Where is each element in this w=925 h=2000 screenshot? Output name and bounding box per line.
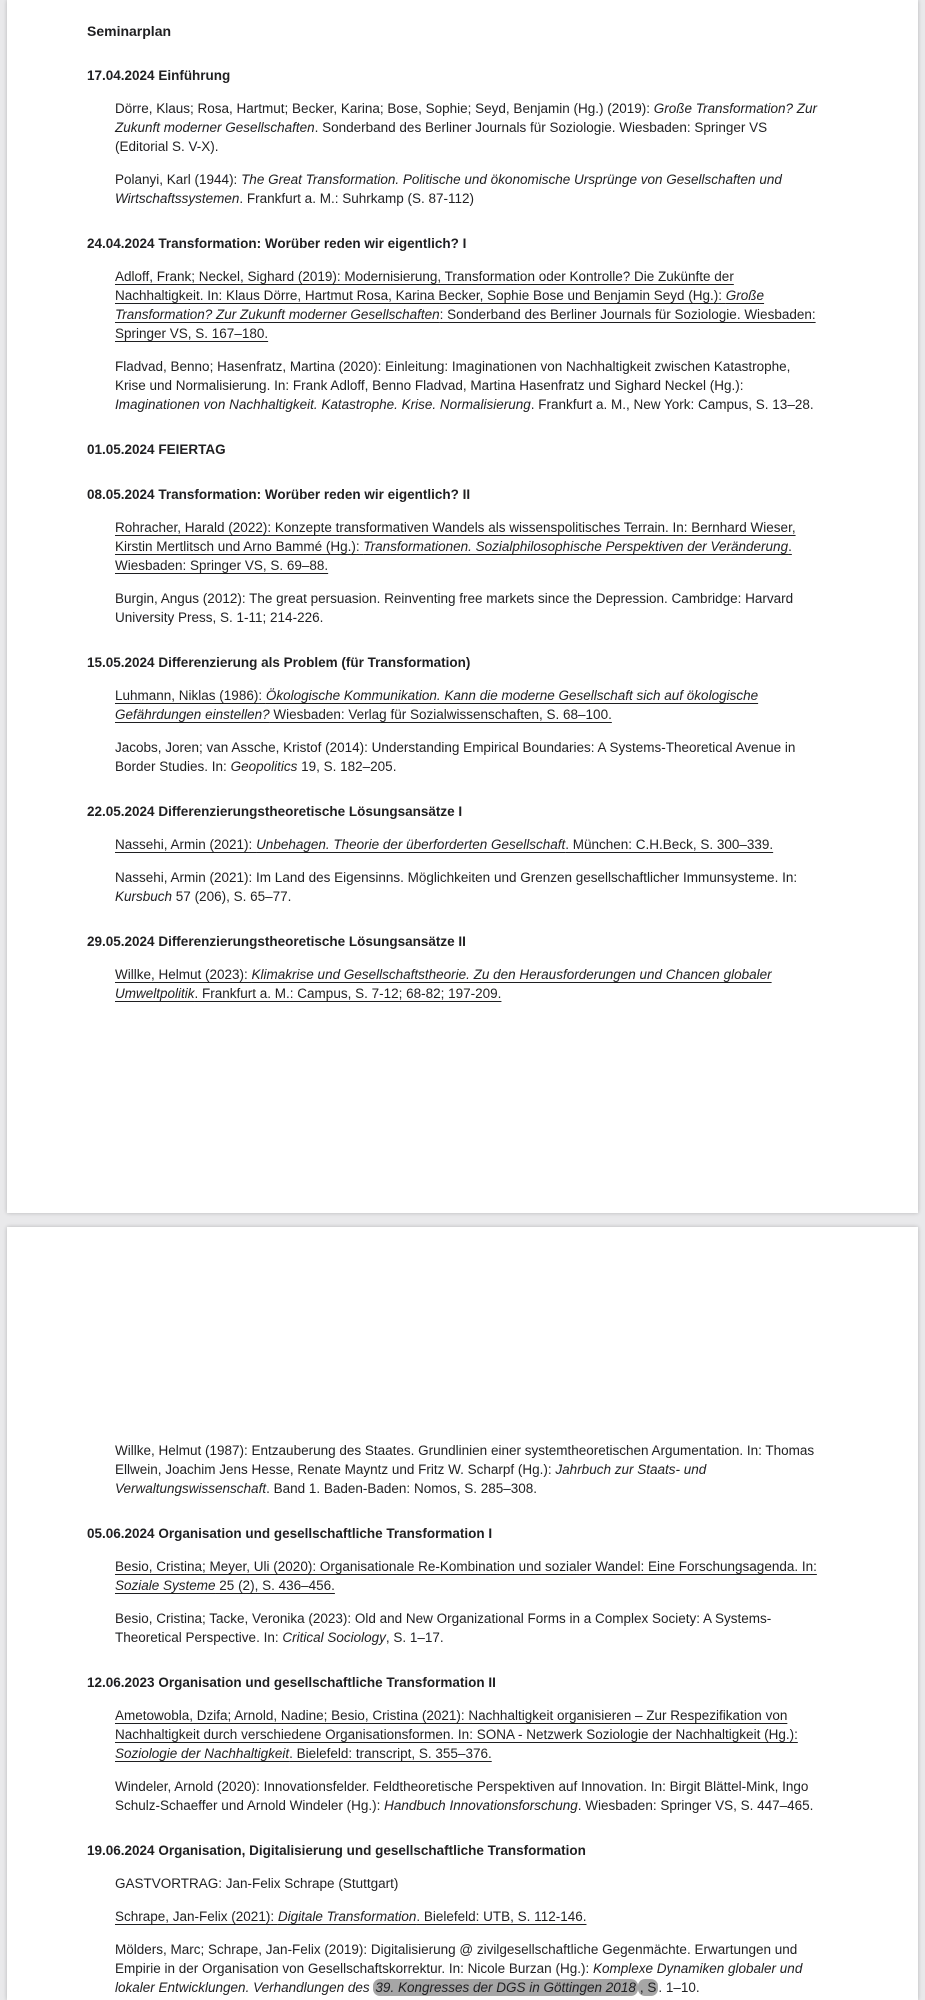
entry-text-segment: . Wiesbaden: Springer VS, S. 69–88. <box>115 539 792 573</box>
entry-text-segment: 19, S. 182–205. <box>297 759 397 774</box>
entry-text-segment: . München: C.H.Beck, S. 300–339. <box>565 837 774 852</box>
entry-text-segment: Imaginationen von Nachhaltigkeit. Katastrophe. Krise. Normalisierung <box>115 397 531 412</box>
reference-entry <box>115 1441 821 1498</box>
entry-text-segment: Große Transformation? Zur Zukunft moderner Gesellschaften <box>115 288 765 322</box>
entry-text-segment: Soziologie der Nachhaltigkeit <box>115 1746 290 1761</box>
entry-text-segment: Jacobs, Joren; van Assche, Kristof (2014): Understanding Empirical Boundaries: A Systems-Theoretical Avenue in Border Studies. In: <box>115 740 796 774</box>
document-page-2 <box>7 1227 918 2000</box>
reference-entry <box>115 589 821 627</box>
reference-entry <box>115 868 821 906</box>
entry-text-segment: Burgin, Angus (2012): The great persuasion. Reinventing free markets since the Depression. Cambridge: Harvard University Press, S. 1-11; 214-226. <box>115 591 794 625</box>
reference-entry-underlined <box>115 518 821 575</box>
entry-text-segment: . Bielefeld: transcript, S. 355–376. <box>289 1746 492 1761</box>
entry-text-segment: Rohracher, Harald (2022): Konzepte transformativen Wandels als wissenspolitisches Terrain. In: Bernhard Wieser, Kirstin Mertlitsch und Arno Bammé (Hg.): <box>115 520 796 554</box>
entry-text-segment: . Frankfurt a. M.: Campus, S. 7-12; 68-82; 197-209. <box>194 986 502 1001</box>
entry-text-segment: Critical Sociology <box>282 1630 386 1645</box>
entry-text-segment: . Band 1. Baden-Baden: Nomos, S. 285–308. <box>266 1481 538 1496</box>
entry-text-segment: Nassehi, Armin (2021): Im Land des Eigensinns. Möglichkeiten und Grenzen gesellschaftlicher Immunsysteme. In: <box>115 870 798 885</box>
entry-text-segment: Komplexe Dynamiken globaler und lokaler Entwicklungen. Verhandlungen des <box>115 1961 803 1995</box>
entry-text-segment: Digitale Transformation <box>277 1909 417 1924</box>
entry-text-segment: Nassehi, Armin (2021): <box>115 837 257 852</box>
entry-text-segment: Windeler, Arnold (2020): Innovationsfelder. Feldtheoretische Perspektiven auf Innovation. In: Birgit Blättel-Mink, Ingo Schulz-Schaeffer und Arnold Windeler (Hg.): <box>115 1779 809 1813</box>
entry-text-segment: Willke, Helmut (1987): Entzauberung des Staates. Grundlinien einer systemtheoretischen Argumentation. In: Thomas Ellwein, Joachim Jens Hesse, Renate Mayntz und Fritz W. Scharpf (Hg.): <box>115 1443 815 1477</box>
reference-entry-underlined <box>115 267 821 343</box>
entry-text-segment: . 1–10. <box>658 1980 700 1995</box>
entry-text-segment: Kursbuch <box>115 889 173 904</box>
entry-text-segment: Fladvad, Benno; Hasenfratz, Martina (2020): Einleitung: Imaginationen von Nachhaltigkeit zwischen Katastrophe, Krise und Normalisierung. In: Frank Adloff, Benno Fladvad, Martina Hasenfratz und Sighard Neckel (Hg.): <box>115 359 791 393</box>
session-heading: 01.05.2024 FEIERTAG <box>87 442 226 457</box>
entry-text-segment: Adloff, Frank; Neckel, Sighard (2019): Modernisierung, Transformation oder Kontrolle? Die Zukünfte der Nachhaltigkeit. In: Klaus Dörre, Hartmut Rosa, Karina Becker, Sophie Bose und Benjamin Seyd (Hg.): <box>115 269 734 303</box>
session-heading: 22.05.2024 Differenzierungstheoretische Lösungsansätze I <box>87 804 463 819</box>
entry-text-segment: Handbuch Innovationsforschung <box>384 1798 578 1813</box>
session-heading: 24.04.2024 Transformation: Worüber reden wir eigentlich? I <box>87 236 467 251</box>
entry-text-segment: Besio, Cristina; Tacke, Veronika (2023): Old and New Organizational Forms in a Complex Society: A Systems-Theoretical Perspective. In: <box>115 1611 772 1645</box>
entry-text-segment: Ökologische Kommunikation. Kann die moderne Gesellschaft sich auf ökologische Gefährdungen einstellen? <box>115 688 759 722</box>
entry-text-segment: Unbehagen. Theorie der überforderten Gesellschaft <box>256 837 566 852</box>
reference-entry-underlined <box>115 686 821 724</box>
reference-entry <box>115 99 821 156</box>
entry-text-segment: Willke, Helmut (2023): <box>115 967 252 982</box>
reference-entry <box>115 1940 821 1997</box>
entry-text-segment: GASTVORTRAG: Jan-Felix Schrape (Stuttgart) <box>115 1876 399 1891</box>
entry-text-segment: Große Transformation? Zur Zukunft moderner Gesellschaften <box>115 101 818 135</box>
entry-text-segment: . Frankfurt a. M., New York: Campus, S. 13–28. <box>530 397 814 412</box>
entry-text-segment: , S. 1–17. <box>385 1630 444 1645</box>
session-heading: 19.06.2024 Organisation, Digitalisierung und gesellschaftliche Transformation <box>87 1843 586 1858</box>
reference-entry <box>115 1777 821 1815</box>
entry-text-segment: Ametowobla, Dzifa; Arnold, Nadine; Besio, Cristina (2021): Nachhaltigkeit organisieren – Zur Respezifikation von Nachhaltigkeit durch verschiedene Organisationsformen. In: SONA - Netzwerk Soziologie der Nachhaltigkeit (Hg.): <box>115 1708 798 1742</box>
entry-text-segment: Jahrbuch zur Staats- und Verwaltungswissenschaft <box>115 1462 707 1496</box>
entry-text-segment: : Sonderband des Berliner Journals für Soziologie. Wiesbaden: Springer VS, S. 167–180. <box>115 307 816 341</box>
session-heading: 17.04.2024 Einführung <box>87 68 231 83</box>
entry-text-segment: Geopolitics <box>230 759 298 774</box>
session-heading: 08.05.2024 Transformation: Worüber reden wir eigentlich? II <box>87 487 471 502</box>
entry-text-segment: Soziale Systeme <box>115 1578 216 1593</box>
entry-text-segment: Dörre, Klaus; Rosa, Hartmut; Becker, Karina; Bose, Sophie; Seyd, Benjamin (Hg.) (2019): <box>115 101 654 116</box>
reference-entry-underlined <box>115 835 821 854</box>
reference-entry-underlined <box>115 1907 821 1926</box>
entry-text-segment: Luhmann, Niklas (1986): <box>115 688 266 703</box>
entry-text-segment: Mölders, Marc; Schrape, Jan-Felix (2019): Digitalisierung @ zivilgesellschaftliche Gegenmächte. Erwartungen und Empirie in der Organisation von Gesellschaftskorrektur. In: Nicole Burzan (Hg.): <box>115 1942 798 1976</box>
entry-text-segment: Besio, Cristina; Meyer, Uli (2020): Organisationale Re-Kombination und sozialer Wandel: Eine Forschungsagenda. In: <box>115 1559 817 1574</box>
entry-text-segment: 25 (2), S. 436–456. <box>215 1578 335 1593</box>
reference-entry-underlined <box>115 1706 821 1763</box>
session-heading: 12.06.2023 Organisation und gesellschaftliche Transformation II <box>87 1675 496 1690</box>
document-title: Seminarplan <box>87 23 172 39</box>
entry-text-segment: The Great Transformation. Politische und ökonomische Ursprünge von Gesellschaften und Wirtschaftssystemen <box>115 172 782 206</box>
session-heading: 05.06.2024 Organisation und gesellschaftliche Transformation I <box>87 1526 493 1541</box>
session-heading: 29.05.2024 Differenzierungstheoretische Lösungsansätze II <box>87 934 466 949</box>
entry-text-segment: Polanyi, Karl (1944): <box>115 172 242 187</box>
entry-text-segment: Transformationen. Sozialphilosophische Perspektiven der Veränderung <box>363 539 789 554</box>
reference-entry <box>115 170 821 208</box>
selection-highlighted-text: 39. Kongresses der DGS in Göttingen 2018 <box>375 1980 636 1995</box>
selection-highlighted-text: , S <box>639 1980 657 1995</box>
reference-entry <box>115 1609 821 1647</box>
session-heading: 15.05.2024 Differenzierung als Problem (für Transformation) <box>87 655 471 670</box>
entry-text-segment: Wiesbaden: Verlag für Sozialwissenschaften, S. 68–100. <box>269 707 612 722</box>
document-page-1 <box>7 0 918 1213</box>
reference-entry-underlined <box>115 965 821 1003</box>
entry-text-segment: . Bielefeld: UTB, S. 112-146. <box>416 1909 587 1924</box>
entry-text-segment: . Sonderband des Berliner Journals für Soziologie. Wiesbaden: Springer VS (Editorial S. V-X). <box>115 120 768 154</box>
entry-text-segment: . Frankfurt a. M.: Suhrkamp (S. 87-112) <box>239 191 475 206</box>
entry-text-segment: . Wiesbaden: Springer VS, S. 447–465. <box>577 1798 814 1813</box>
reference-entry <box>115 357 821 414</box>
entry-text-segment: Schrape, Jan-Felix (2021): <box>115 1909 278 1924</box>
reference-entry <box>115 738 821 776</box>
entry-text-segment: 57 (206), S. 65–77. <box>172 889 292 904</box>
entry-text-segment: Klimakrise und Gesellschaftstheorie. Zu den Herausforderungen und Chancen globaler Umweltpolitik <box>115 967 772 1001</box>
reference-entry <box>115 1874 821 1893</box>
reference-entry-underlined <box>115 1557 821 1595</box>
